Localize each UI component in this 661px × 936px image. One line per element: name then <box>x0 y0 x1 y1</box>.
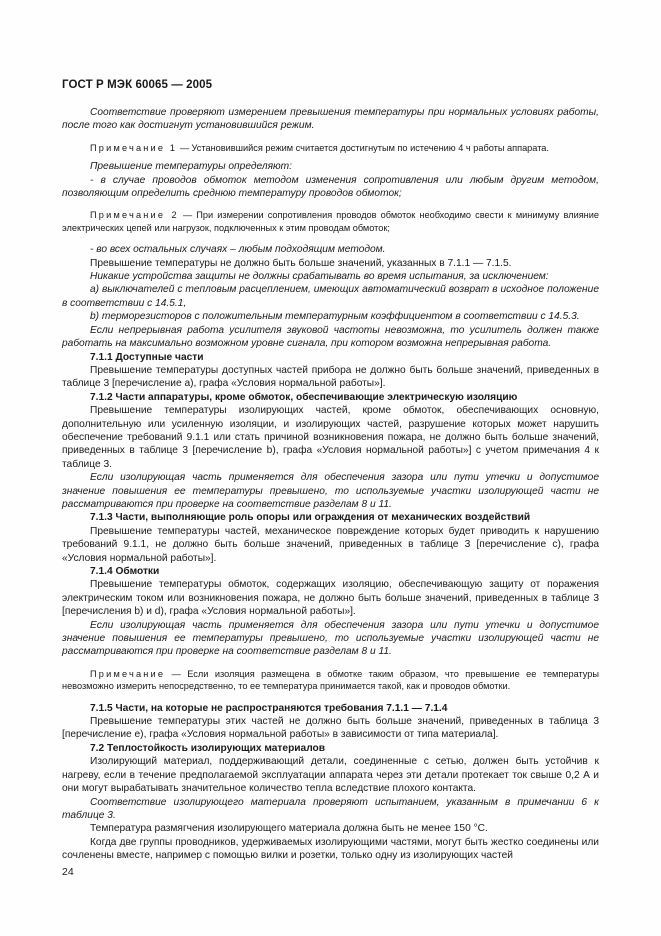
paragraph: Превышение температуры изолирующих частей, кроме обмоток, обеспечивающих основную, дополнительную или усиленную изоляции, и изолирующих частей, разрушение которых может нарушить обеспечение требований 9.1.1 или стать причиной возникновения пожара, не должно быть больше значений, приведенных в таблице 3 [перечисление b), графа «Условия нормальной работы»] с учетом примечания 4 к таблице 3. <box>62 405 599 470</box>
paragraph: Температура размягчения изолирующего материала должна быть не менее 150 °С. <box>90 823 488 835</box>
note-2-label: Примечание 2 <box>90 210 179 221</box>
paragraph: Превышение температуры определяют: <box>90 161 293 173</box>
paragraph: - в случае проводов обмоток методом изменения сопротивления или любым другим методом, позволяющим определить среднюю температуру проводов обмоток; <box>62 174 599 200</box>
paragraph: Превышение температуры этих частей не должно быть больше значений, приведенных в таблица 3 [перечисление e), графа «Условия нормальной работы» в зависимости от типа материала]. <box>62 716 599 741</box>
paragraph: - во всех остальных случаях – любым подходящим методом. <box>90 244 386 256</box>
note-3-label: Примечание <box>90 668 166 679</box>
section-heading-7-1-2: 7.1.2 Части аппаратуры, кроме обмоток, обеспечивающие электрическую изоляцию <box>90 391 518 403</box>
note-2 <box>62 209 599 234</box>
note-3 <box>62 668 599 693</box>
paragraph: Превышение температуры не должно быть больше значений, указанных в 7.1.1 — 7.1.5. <box>90 257 512 269</box>
paragraph: Если изолирующая часть применяется для обеспечения зазора или пути утечки и допустимое значение повышения ее температуры превышено, то используемые участки изолирующей части не рассматриваются при проверке на соответствие разделам 8 и 11. <box>62 472 599 510</box>
page-number: 24 <box>62 866 74 878</box>
section-heading-7-1-1: 7.1.1 Доступные части <box>90 351 204 363</box>
section-heading-7-2: 7.2 Теплостойкость изолирующих материалов <box>90 742 326 754</box>
paragraph: Если изолирующая часть применяется для обеспечения зазора или пути утечки и допустимое значение повышения ее температуры превышено, то используемые участки изолирующей части не рассматриваются при проверке на соответствие разделам 8 и 11. <box>62 619 599 658</box>
page-content <box>62 106 599 863</box>
list-item-a: a) выключателей с тепловым расцеплением, имеющих автоматический возврат в исходное положение в соответствии с 14.5.1, <box>62 284 599 309</box>
paragraph: Превышение температуры частей, механическое повреждение которых будет приводить к нарушению требований 9.1.1, не должно быть больше значений, приведенных в таблице 3 [перечисление c), графа «Условия нормальной работы»]. <box>62 525 599 564</box>
paragraph: Изолирующий материал, поддерживающий детали, соединенные с сетью, должен быть устойчив к нагреву, если в течение предполагаемой эксплуатации аппарата через эти детали протекает ток свыше 0,2 А и они могут вырабатывать значительное количество тепла вследствие плохого контакта. <box>62 756 599 795</box>
note-1 <box>62 142 599 154</box>
paragraph: Превышение температуры обмоток, содержащих изоляцию, обеспечивающую защиту от поражения электрическим током или возникновения пожара, не должно быть больше значений, приведенных в таблице 3 [перечисления b) и d), графа «Условия нормальной работы»]. <box>62 579 599 618</box>
note-3-text: — Если изоляция размещена в обмотке таким образом, что превышение ее температуры невозможно измерить непосредственно, то ее температура принимается такой, как и проводов обмотки. <box>62 668 599 692</box>
paragraph: Когда две группы проводников, удерживаемых изолирующими частями, могут быть жестко соединены или сочленены вместе, например с помощью вилки и розетки, только одну из изолирующих частей <box>62 836 599 862</box>
note-1-label: Примечание 1 <box>90 142 178 153</box>
note-1-text: — Установившийся режим считается достигнутым по истечению 4 ч работы аппарата. <box>179 142 549 153</box>
paragraph: Превышение температуры доступных частей прибора не должно быть больше значений, приведенных в таблице 3 [перечисление a), графа «Условия нормальной работы»]. <box>62 364 599 390</box>
paragraph: Никакие устройства защиты не должны срабатывать во время испытания, за исключением: <box>90 271 549 283</box>
page-header: ГОСТ Р МЭК 60065 — 2005 <box>62 79 213 91</box>
list-item-b: b) терморезисторов с положительным температурным коэффициентом в соответствии с 14.5.3. <box>90 311 580 323</box>
section-heading-7-1-4: 7.1.4 Обмотки <box>90 566 160 577</box>
note-2-text: — При измерении сопротивления проводов обмоток необходимо свести к минимуму влияние электрических цепей или нагрузок, подключенных к этим проводам обмоток; <box>62 210 599 233</box>
paragraph: Соответствие изолирующего материала проверяют испытанием, указанным в примечании 6 к таблице 3. <box>62 796 599 821</box>
section-heading-7-1-5: 7.1.5 Части, на которые не распространяются требования 7.1.1 — 7.1.4 <box>90 702 448 714</box>
compliance-paragraph: Соответствие проверяют измерением превышения температуры при нормальных условиях работы, после того как достигнут установившийся режим. <box>62 107 599 132</box>
paragraph: Если непрерывная работа усилителя звуковой частоты невозможна, то усилитель должен также работать на максимально возможном уровне сигнала, при котором возможна непрерывная работа. <box>62 324 599 350</box>
section-heading-7-1-3: 7.1.3 Части, выполняющие роль опоры или ограждения от механических воздействий <box>90 512 531 524</box>
